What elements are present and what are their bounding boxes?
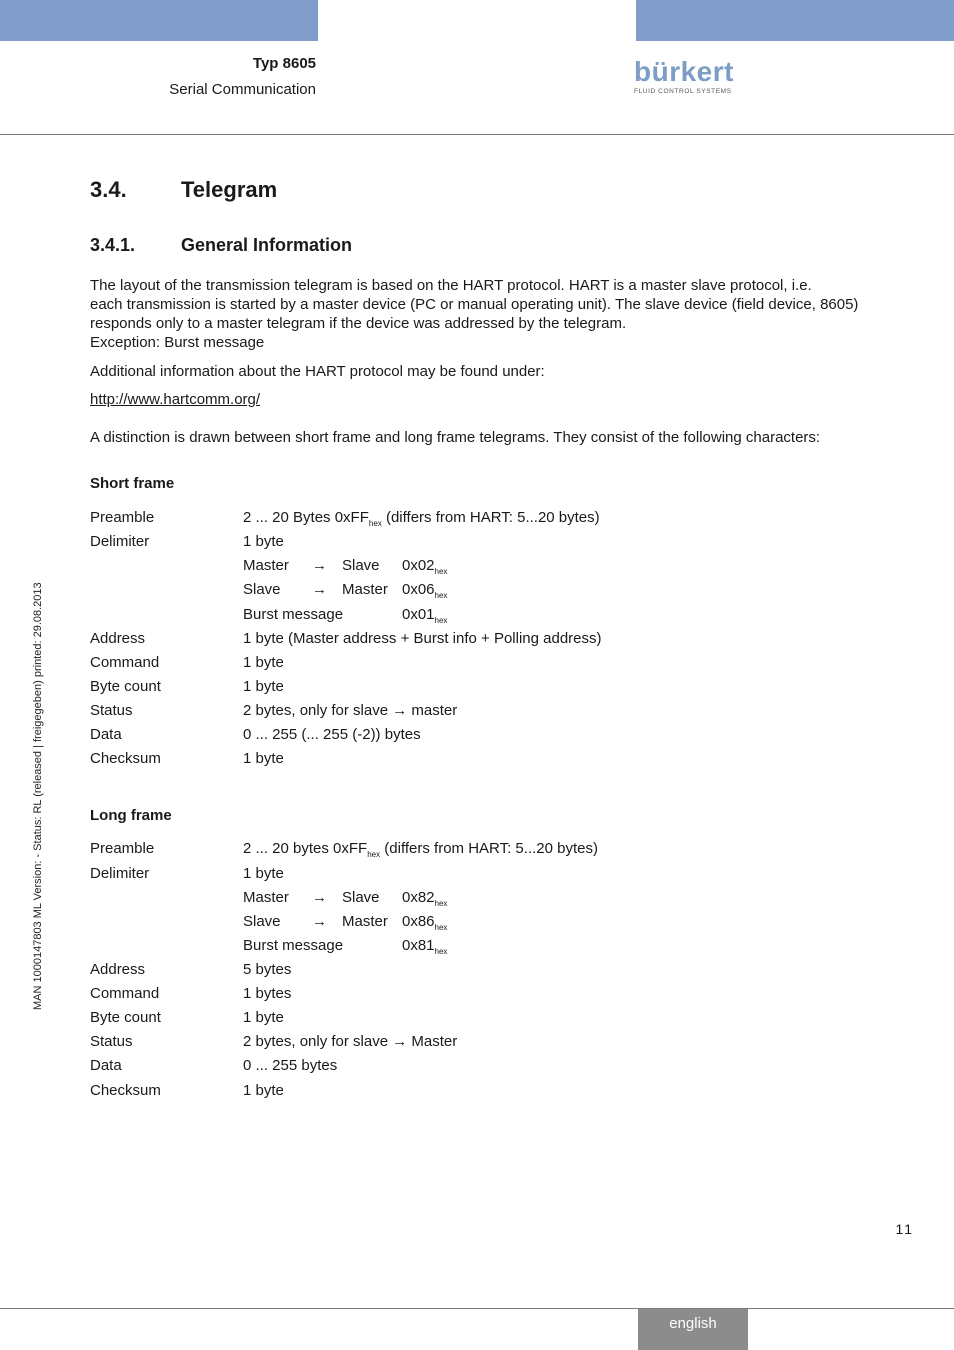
short-frame-title: Short frame [90,475,175,492]
arrow-icon: → [312,581,327,598]
row-label: Preamble [90,509,155,526]
subsection-title: General Information [181,235,353,255]
section-title: Telegram [181,177,278,202]
header-bar-right [636,0,954,41]
section-heading [90,177,278,203]
footer-rule [0,1308,954,1309]
hartcomm-link-wrap [90,390,260,409]
subsection-number: 3.4.1. [90,235,136,255]
arrow-icon: → [312,557,327,574]
hartcomm-link[interactable]: http://www.hartcomm.org/ [90,391,261,408]
additional-info: Additional information about the HART protocol may be found under: [90,363,545,380]
long-frame-title: Long frame [90,807,172,824]
intro-line: Exception: Burst message [90,334,265,351]
distinction-text: A distinction is drawn between short frame and long frame telegrams. They consist of the following characters: [90,429,821,446]
intro-paragraph [90,276,858,352]
intro-line: responds only to a master telegram if the device was addressed by the telegram. [90,315,627,332]
row-value: 2 ... 20 Bytes 0xFF$_{hex}$ (differs from HART: 5...20 bytes) [243,509,600,528]
doc-type: Typ 8605 [252,55,316,72]
burkert-logo [634,58,734,95]
logo-word: bürkert [634,56,734,87]
row-label: Delimiter [90,533,150,550]
arrow-icon: → [312,913,327,930]
logo-tagline: FLUID CONTROL SYSTEMS [634,88,732,95]
language-tab: english [638,1309,748,1350]
row-value: 1 byte [243,533,284,550]
intro-line: The layout of the transmission telegram is based on the HART protocol. HART is a master slave protocol, i.e. [90,277,812,294]
subsection-heading [90,235,353,256]
arrow-icon: → [312,889,327,906]
header-rule [0,134,954,135]
doc-subtitle: Serial Communication [169,81,316,98]
section-number: 3.4. [90,177,127,202]
side-document-info: MAN 1000147803 ML Version: - Status: RL (released | freigegeben) printed: 29.08.2013 [32,582,44,1010]
page-number: 11 [895,1221,914,1237]
header-bar-left [0,0,318,41]
intro-line: each transmission is started by a master device (PC or manual operating unit). The slave device (field device, 8605) [90,296,859,313]
